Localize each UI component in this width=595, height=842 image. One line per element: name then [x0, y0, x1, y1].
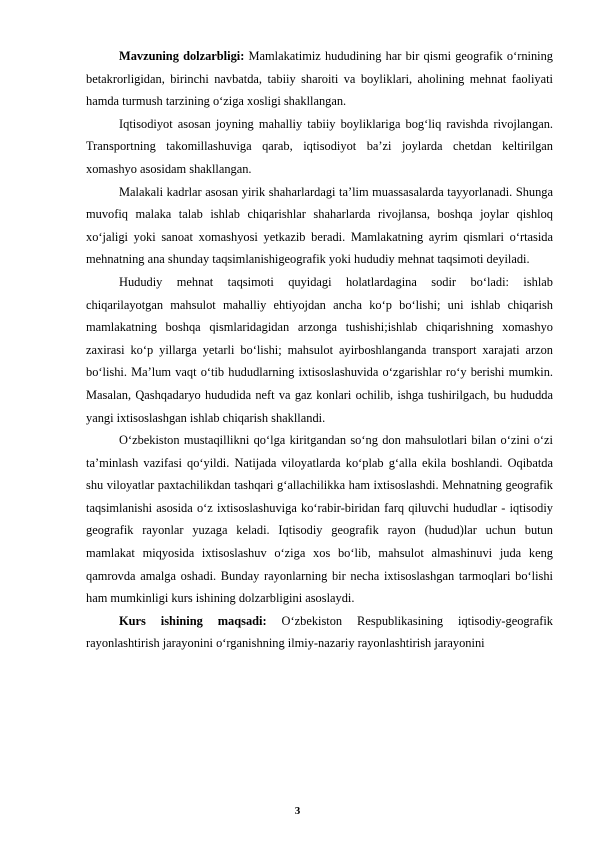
- paragraph-text: O‘zbekiston mustaqillikni qo‘lga kiritgandan so‘ng don mahsulotlari bilan o‘zini o‘zi ta’minlash vazifasi qo‘yildi. Natijada viloyatlarda ko‘plab g‘alla ekila boshlandi. Oqibatda shu viloyatlar paxtachilikdan tashqari g‘allachilikka ham ixtisoslashdi. Mehnatning geografik taqsimlanishi asosida o‘z ixtisoslashuviga ko‘rabir-biridan farq qiluvchi hududlar - iqtisodiy geografik rayonlar yuzaga keladi. Iqtisodiy geografik rayon (hudud)lar uchun butun mamlakat miqyosida ixtisoslashuv o‘ziga xos bo‘lib, mahsulot almashinuvi juda keng qamrovda amalga oshadi. Bunday rayonlarning bir necha ixtisoslashgan tarmoqlari bo‘lishi ham mumkinligi kurs ishining dolzarbligini asoslaydi.: [86, 433, 553, 606]
- paragraph-text: Iqtisodiyot asosan joyning mahalliy tabiiy boyliklariga bog‘liq ravishda rivojlangan. Transportning takomillashuviga qarab, iqtisodiyot ba’zi joylarda chetdan keltirilgan xomashyo asosidam shakllangan.: [86, 116, 553, 176]
- page-number: 3: [294, 805, 301, 817]
- paragraph-personnel: [86, 181, 553, 271]
- paragraph-relevance: [86, 45, 553, 113]
- paragraph-text: Malakali kadrlar asosan yirik shaharlardagi ta’lim muassasalarda tayyorlanadi. Shunga muvofiq malaka talab ishlab chiqarishlar shaharlarda rivojlansa, boshqa joylar qishloq xo‘jaligi yoki sanoat xomashyosi yetkazib beradi. Mamlakatning ayrim qismlari o‘rtasida mehnatning ana shunday taqsimlanishigeografik yoki hududiy mehnat taqsimoti deyiladi.: [86, 184, 553, 267]
- paragraph-text: Hududiy mehnat taqsimoti quyidagi holatlardagina sodir bo‘ladi: ishlab chiqarilayotgan mahsulot mahalliy ehtiyojdan ancha ko‘p bo‘lishi; uni ishlab chiqarish mamlakatning boshqa qismlaridagidan arzonga tushishi;ishlab chiqarishning xomashyo zaxirasi ko‘p yillarga yetarli bo‘lishi; mahsulot ayirboshlanganda transport xarajati arzon bo‘lishi. Ma’lum vaqt o‘tib hududlarning ixtisoslashuvida o‘zgarishlar ro‘y berishi mumkin. Masalan, Qashqadaryo hududida neft va gaz konlari ochilib, ishga tushirilgach, bu hududda yangi ixtisoslashgan ishlab chiqarish shakllandi.: [86, 274, 553, 425]
- heading-relevance: Mavzuning dolzarbligi:: [119, 49, 245, 63]
- paragraph-text: O‘zbekiston Respublikasining iqtisodiy-geografik rayonlashtirish jarayonini o‘rganishning ilmiy-nazariy rayonlashtirish jarayonini: [86, 613, 554, 651]
- paragraph-labor-division: [86, 271, 553, 429]
- paragraph-purpose: [86, 610, 553, 655]
- paragraph-economy: [86, 113, 553, 181]
- document-page: [86, 45, 553, 655]
- heading-purpose: Kurs ishining maqsadi:: [119, 613, 267, 628]
- paragraph-independence: [86, 429, 553, 610]
- paragraph-text: Mamlakatimiz hududining har bir qismi geografik o‘rnining betakrorligidan, birinchi navbatda, tabiiy sharoiti va boyliklari, aholining mehnat faoliyati hamda turmush tarzining o‘ziga xosligi shakllangan.: [86, 49, 553, 109]
